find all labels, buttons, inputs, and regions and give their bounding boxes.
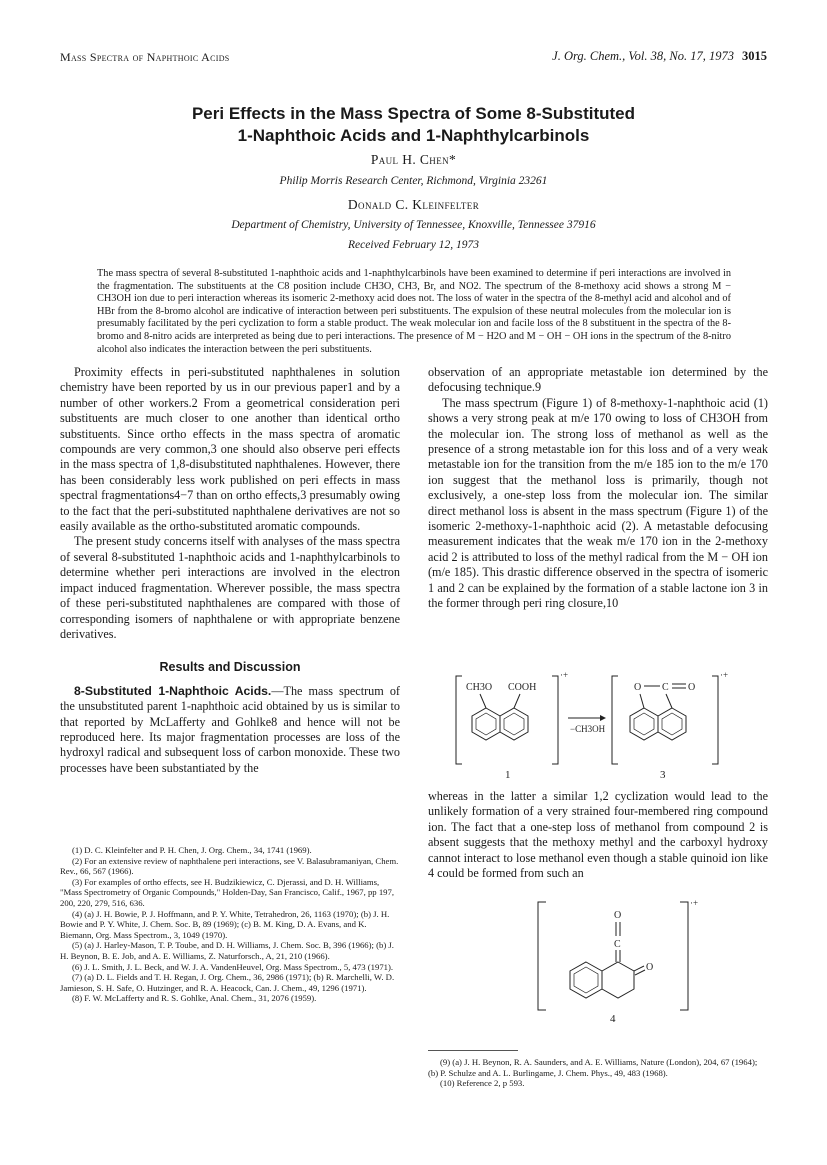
footnotes-left (60, 845, 400, 1004)
page-number: 3015 (742, 49, 767, 63)
arrow-label: −CH3OH (570, 724, 606, 734)
column-left (60, 365, 400, 776)
ketene-carbon: C (614, 939, 621, 950)
paragraph-methoxy: The mass spectrum (Figure 1) of 8-methoxy-1-naphthoic acid (1) shows a very strong peak at m/e 170 owing to loss of CH3OH from the molecular ion. The strong loss of methanol as well as the presence of a strong metastable ion for this loss and of a very weak metastable ion for the transition from the m/e 185 ion to the m/e 170 ion suggest that the methanol loss is primarily, though not exclusively, a one-step loss from the molecular ion. The similar direct methanol loss is absent in the mass spectrum (Figure 1) of the isomeric 2-methoxy-1-naphthoic acid (2). A metastable defocusing measurement indicates that the weak m/e 170 ion in the 2-methoxy acid 2 is attributed to loss of the methyl radical from the M − OH ion (m/e 185). This drastic difference observed in the spectra of isomeric 1 and 2 can be explained by the formation of a stable lactone ion 3 in the former through peri ring closure,10 (428, 395, 768, 611)
paragraph-study: The present study concerns itself with analyses of the mass spectra of several 8-substituted 1-naphthoic acids and 1-naphthylcarbinols to determine whether peri interactions are involved in the electron impact induced fragmentation. Wherever possible, the mass spectra of these peri-substituted naphthalenes are compared with those of corresponding isomers of naphthalene or with appropriate benzene derivatives. (60, 534, 400, 641)
column-right-top (428, 365, 768, 612)
charge-4: ·+ (690, 898, 699, 908)
footnote: (1) D. C. Kleinfelter and P. H. Chen, J. Org. Chem., 34, 1741 (1969). (72, 845, 312, 855)
affiliation-1: Philip Morris Research Center, Richmond, Virginia 23261 (279, 175, 548, 187)
footnote: (4) (a) J. H. Bowie, P. J. Hoffmann, and P. Y. White, Tetrahedron, 26, 1163 (1970); (b) J. H. Bowie and P. Y. White, J. Chem. Soc. B, 89 (1969); (c) B. M. King, D. A. Evans, and K. Biemann, Org. Mass Spectrom., 3, 1049 (1970). (60, 908, 390, 940)
paragraph-naphthoic-text: —The mass spectrum of the unsubstituted parent 1-naphthoic acid obtained by us is similar to that reported by McLafferty and Gohlke8 and hence will not be reproduced here. Its major fragmentation processes are loss of the hydroxyl radical and subsequent loss of carbon monoxide. These two processes have been substantiated by the (60, 683, 400, 775)
runin-heading: 8-Substituted 1-Naphthoic Acids. (74, 683, 272, 698)
author-1: Paul H. Chen* (370, 152, 457, 167)
title-line-1: Peri Effects in the Mass Spectra of Some 8-Substituted (191, 104, 636, 123)
title-line-2: 1-Naphthoic Acids and 1-Naphthylcarbinols (237, 126, 590, 145)
compound-number-3: 3 (660, 769, 666, 780)
footnote: (10) Reference 2, p 593. (440, 1078, 525, 1089)
quinoid-oxygen: O (646, 962, 654, 973)
paragraph-naphthoic (60, 684, 400, 776)
footnote-rule (428, 1050, 518, 1051)
column-right-mid (428, 789, 768, 881)
footnote: (5) (a) J. Harley-Mason, T. P. Toube, and D. H. Williams, J. Chem. Soc. B, 396 (1966); (b) J. H. Beynon, B. E. Job, and A. E. Williams, Z. Naturforsch., A, 21, 210 (1966). (60, 940, 394, 961)
scheme-quinoid (530, 898, 710, 1028)
affiliation-2: Department of Chemistry, University of Tennessee, Knoxville, Tennessee 37916 (231, 219, 596, 231)
paragraph-cyclization: whereas in the latter a similar 1,2 cyclization would lead to the unlikely formation of a very strained four-membered ring compound ion. The fact that a one-step loss of methanol from compound 2 is absent suggests that the methoxy methyl and the carboxyl hydroxy cannot interact to lose methanol even though a stable quinoid ion like 4 could be formed from such an (428, 789, 768, 881)
lactone-oxygen: O (634, 682, 642, 693)
received-date: Received February 12, 1973 (348, 239, 479, 251)
section-heading: Results and Discussion (159, 660, 301, 675)
carbonyl-oxygen: O (688, 682, 696, 693)
charge-3: ·+ (720, 670, 729, 680)
footnote: (2) For an extensive review of naphthalene peri interactions, see V. Balasubramaniyan, Chem. Rev., 66, 567 (1966). (60, 855, 399, 877)
running-title: Mass Spectra of Naphthoic Acids (60, 50, 230, 64)
footnote: (7) (a) D. L. Fields and T. H. Regan, J. Org. Chem., 36, 2986 (1971); (b) R. Marchelli, W. D. Jamieson, S. H. Safe, O. Hutzinger, and R. A. Heacock, Can. J. Chem., 49, 1296 (1971). (60, 972, 395, 993)
author-2: Donald C. Kleinfelter (347, 197, 480, 212)
abstract: The mass spectra of several 8-substituted 1-naphthoic acids and 1-naphthylcarbinols have been examined to determine if peri interactions are involved in the fragmentation. The substituents at the C8 position include CH3O, CH3, Br, and NO2. The spectrum of the 8-methoxy acid shows a strong M − CH3OH ion due to peri interaction whereas its isomeric 2-methoxy acid does not. The loss of water in the spectra of the 8-methyl acid and alcohol and of HBr from the 8-bromo alcohol are indicative of interaction between peri substituents. The expulsion of these neutral molecules from the molecular ion is presumably facilitated by the peri cyclization to form a stable product. The weak molecular ion and facile loss of the 8 substituent in the spectra of the 8-bromo and 8-nitro acids are interpreted as being due to peri interactions. The presence of M − H2O and M − OH − OH ions in the spectrum of the 8-nitro alcohol also indicates the interaction between the peri substituents. (97, 268, 731, 355)
compound-number-1: 1 (505, 769, 511, 780)
article-title (60, 103, 767, 147)
footnote: (8) F. W. McLafferty and R. S. Gohlke, Anal. Chem., 31, 2076 (1959). (72, 993, 317, 1004)
scheme-lactone (450, 668, 750, 780)
paragraph-intro: Proximity effects in peri-substituted naphthalenes in solution chemistry have been reported by us in our previous paper1 and by a number of other workers.2 From a geometrical consideration peri substituents are much closer to one another than identical ortho substituents. Since ortho effects in the mass spectra of aromatic compounds are very common,3 one should also observe peri effects in the mass spectra of 1,8-disubstituted naphthalenes. However, there has been considerably less work published on peri effects in mass spectral fragmentations4−7 than on ortho effects,3 presumably owing to the fact that the peri-substituted naphthalene derivatives are not so easily available as the ortho-substituted aromatic compounds. (60, 365, 400, 534)
journal-citation (552, 49, 767, 64)
compound-number-4: 4 (610, 1013, 616, 1025)
footnotes-right (428, 1057, 768, 1089)
footnote: (9) (a) J. H. Beynon, R. A. Saunders, and A. E. Williams, Nature (London), 204, 67 (1964); (b) P. Schulze and A. L. Burlingame, J. Chem. Phys., 49, 483 (1968). (428, 1057, 758, 1078)
lactone-carbon: C (662, 682, 669, 693)
label-cooh: COOH (508, 682, 537, 693)
footnote: (6) J. L. Smith, J. L. Beck, and W. J. A. VandenHeuvel, Org. Mass Spectrom., 5, 473 (1971). (72, 961, 394, 972)
paragraph-metastable: observation of an appropriate metastable ion determined by the defocusing technique.9 (428, 365, 768, 395)
journal-name: J. Org. Chem., Vol. 38, No. 17, 1973 (552, 49, 734, 63)
label-ch3o: CH3O (466, 682, 493, 693)
ketene-oxygen: O (614, 910, 622, 921)
charge-1: ·+ (560, 670, 569, 680)
footnote: (3) For examples of ortho effects, see H. Budzikiewicz, C. Djerassi, and D. H. Williams, "Mass Spectrometry of Organic Compounds," Holden-Day, San Francisco, Calif., 1967, pp 197, 200, 220, 279, 516, 636. (60, 876, 395, 908)
